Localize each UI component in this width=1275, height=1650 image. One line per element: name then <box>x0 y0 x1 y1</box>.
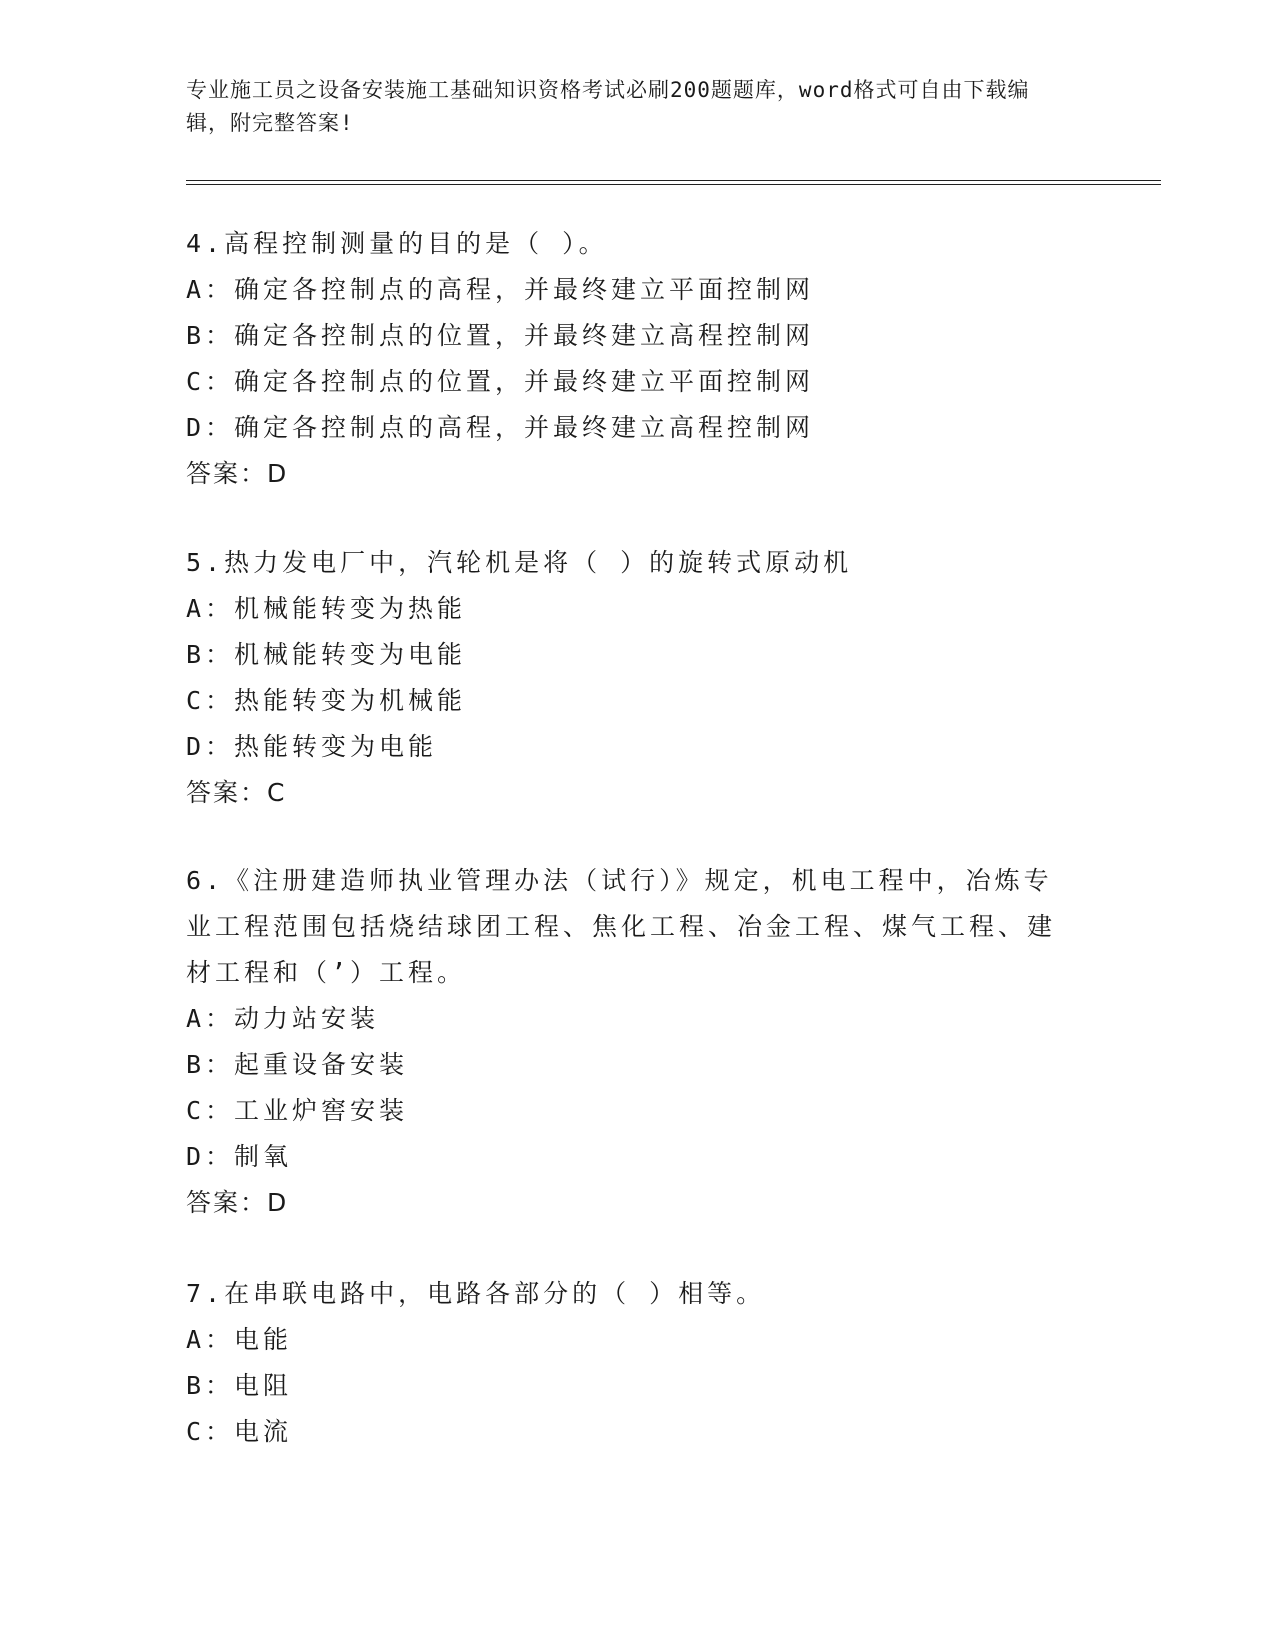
question-6 <box>186 858 1066 1226</box>
option-d: D：热能转变为电能 <box>186 732 438 761</box>
option-c: C：确定各控制点的位置，并最终建立平面控制网 <box>186 367 815 396</box>
option-d: D：制氧 <box>186 1142 293 1171</box>
option-a: A：电能 <box>186 1325 293 1354</box>
answer-line: 答案：C <box>186 778 287 807</box>
question-stem: 5.热力发电厂中，汽轮机是将（ ）的旋转式原动机 <box>186 548 853 577</box>
option-b: B：起重设备安装 <box>186 1050 409 1079</box>
option-a: A：动力站安装 <box>186 1004 380 1033</box>
option-a: A：确定各控制点的高程，并最终建立平面控制网 <box>186 275 815 304</box>
option-d: D：确定各控制点的高程，并最终建立高程控制网 <box>186 413 815 442</box>
question-7 <box>186 1271 1086 1455</box>
option-a: A：机械能转变为热能 <box>186 594 467 623</box>
option-c: C：工业炉窖安装 <box>186 1096 409 1125</box>
question-5 <box>186 540 1086 816</box>
question-stem: 6.《注册建造师执业管理办法（试行）》规定，机电工程中，冶炼专业工程范围包括烧结球团工程、焦化工程、冶金工程、煤气工程、建材工程和（’）工程。 <box>186 866 1057 987</box>
answer-line: 答案：D <box>186 459 289 488</box>
document-header: 专业施工员之设备安装施工基础知识资格考试必刷200题题库，word格式可自由下载编辑，附完整答案! <box>186 78 1030 135</box>
option-b: B：确定各控制点的位置，并最终建立高程控制网 <box>186 321 815 350</box>
option-b: B：电阻 <box>186 1371 293 1400</box>
header-rule-bottom <box>186 184 1161 185</box>
question-stem: 4.高程控制测量的目的是（ ）。 <box>186 229 608 258</box>
option-c: C：热能转变为机械能 <box>186 686 467 715</box>
question-stem: 7.在串联电路中，电路各部分的（ ）相等。 <box>186 1279 766 1308</box>
option-b: B：机械能转变为电能 <box>186 640 467 669</box>
answer-line: 答案：D <box>186 1188 289 1217</box>
header-rule-top <box>186 180 1161 181</box>
question-4 <box>186 221 1086 497</box>
option-c: C：电流 <box>186 1417 293 1446</box>
